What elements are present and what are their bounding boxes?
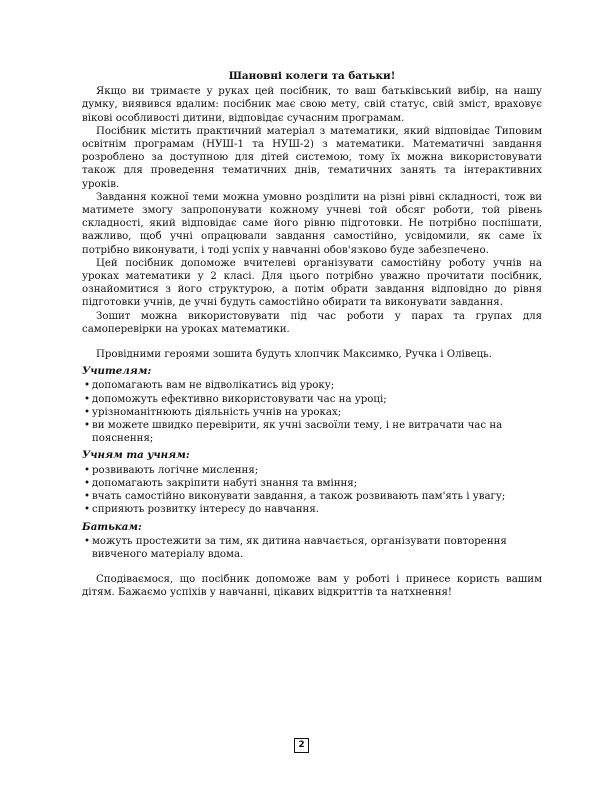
list-item: • урізноманітнюють діяльність учнів на уроках; — [82, 406, 542, 419]
parents-heading: Батькам: — [82, 520, 142, 533]
page-number: 2 — [294, 738, 309, 753]
list-item: • допомагають закріпити набуті знання та вміння; — [82, 477, 542, 490]
page-title: Шановні колеги та батьки! — [228, 70, 396, 82]
paragraph-2: Завдання кожної теми можна умовно розділити на різні рівні складності, тож ви матимете змогу запропонувати кожному учневі той обсяг роботи, той рівень складності, який відповідає саме його рівню підготовки. Не потрібно поспішати, важливо, щоб учні опрацювали завдання самостійно, усвідомили, як саме їх потрібно виконувати, і тоді успіх у навчанні обов'язково буде забезпечено. — [82, 191, 542, 256]
list-item: • допомагають вам не відволікатись від уроку; — [82, 379, 542, 392]
list-item: • можуть простежити за тим, як дитина навчається, організувати повторення вивченого матеріалу вдома. — [82, 535, 542, 561]
students-heading: Учням та учням: — [82, 449, 190, 462]
list-item: • допоможуть ефективно використовувати час на уроці; — [82, 393, 542, 406]
closing-paragraph: Сподіваємося, що посібник допоможе вам у роботі і принесе користь вашим дітям. Бажаємо успіхів у навчанні, цікавих відкриттів та натхнення! — [82, 574, 542, 599]
list-item: • ви можете швидко перевірити, як учні засвоїли тему, і не витрачати час на пояснення; — [82, 419, 542, 445]
teachers-list — [82, 379, 542, 445]
list-item: • розвивають логічне мислення; — [82, 464, 542, 477]
list-item: • сприяють розвитку інтересу до навчання. — [82, 503, 542, 516]
document-page — [82, 70, 542, 600]
parents-list — [82, 535, 542, 561]
intro-paragraph: Якщо ви тримаєте у руках цей посібник, то ваш батьківський вибір, на нашу думку, виявився вдалим: посібник має свою мету, свій статус, свій зміст, враховує вікові особливості дитини, відповідає сучасним програмам. — [82, 86, 542, 124]
paragraph-4: Зошит можна використовувати під час роботи у парах та групах для самоперевірки на уроках математики. — [82, 310, 542, 335]
characters-paragraph: Провідними героями зошита будуть хлопчик Максимко, Ручка і Олівець. — [96, 349, 492, 361]
paragraph-1: Посібник містить практичний матеріал з математики, який відповідає Типовим освітнім програмам (НУШ-1 та НУШ-2) з математики. Математичні завдання розроблено за доступною для дітей системою, тому їх можна використовувати також для проведення тематичних днів, тематичних занять та інтерактивних уроків. — [82, 125, 542, 190]
teachers-heading: Учителям: — [82, 365, 152, 378]
students-list — [82, 464, 542, 517]
paragraph-3: Цей посібник допоможе вчителеві організувати самостійну роботу учнів на уроках математики у 2 класі. Для цього потрібно уважно прочитати посібник, ознайомитися з його структурою, а потім обрати завдання відповідно до рівня підготовки учнів, де учні будуть самостійно обирати та виконувати завдання. — [82, 257, 542, 309]
list-item: • вчать самостійно виконувати завдання, а також розвивають пам'ять і увагу; — [82, 490, 542, 503]
